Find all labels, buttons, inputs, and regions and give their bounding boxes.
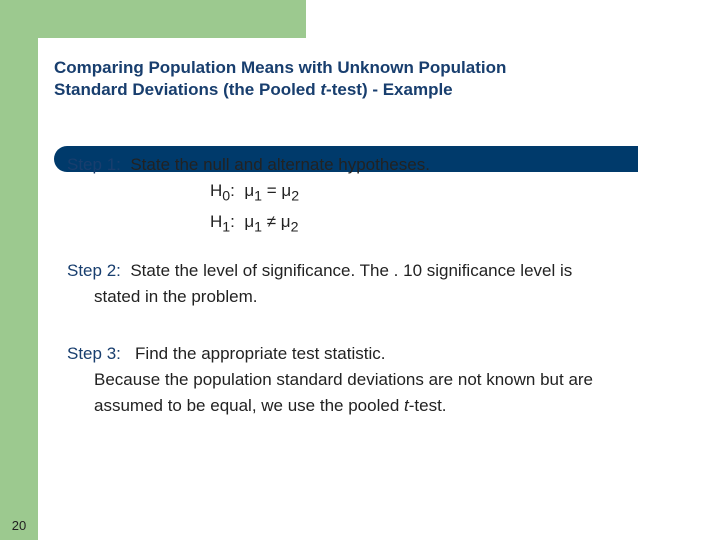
step-3-line-3 [67,393,707,419]
h1-mu1: μ [244,212,255,232]
alternate-hypothesis [67,209,707,240]
slide-number: 20 [11,518,27,533]
null-hypothesis [67,178,707,209]
h0-subscript: 0 [222,188,231,205]
step-2-text: State the level of significance. The . 10 significance level is [130,261,573,280]
h0-operator: = [262,181,282,200]
h0-symbol: H [210,181,223,200]
step-3-text: Find the appropriate test statistic. [135,344,386,363]
h1-operator: ≠ [262,212,281,232]
title-t-italic: t [320,80,327,99]
left-accent-band [0,0,38,540]
step-2-continuation: stated in the problem. [94,287,258,306]
top-accent-band [0,0,306,38]
step-3-line-2: Because the population standard deviations are not known but are [94,370,594,389]
step-1-line [67,152,707,178]
step-2-label: Step 2: [67,261,121,280]
h0-mu2: μ [281,181,292,200]
h1-mu2-sub: 2 [290,219,299,236]
step-3-label: Step 3: [67,344,121,363]
step-3-block [67,341,707,419]
h1-subscript: 1 [222,219,231,236]
title-text: Standard Deviations (the Pooled [54,80,321,99]
step-3-text-b: -test. [408,396,447,415]
title-line-2 [54,79,654,101]
step-2-line [67,258,707,284]
title-line-1: Comparing Population Means with Unknown Population [54,58,507,77]
h0-mu1: μ [244,181,255,200]
h1-colon: : [230,212,235,232]
h0-mu2-sub: 2 [291,188,300,205]
step-1-block [67,152,707,241]
step-3-t-italic: t [404,396,409,415]
h0-colon: : [230,181,235,200]
h0-mu1-sub: 1 [254,188,263,205]
slide-title [54,57,654,101]
step-2-block [67,258,707,310]
step-1-label: Step 1: [67,155,121,174]
h1-mu1-sub: 1 [254,219,263,236]
step-3-text-a: assumed to be equal, we use the pooled [94,396,404,415]
step-1-text: State the null and alternate hypotheses. [130,155,430,174]
h1-mu2: μ [280,212,291,232]
title-text-end: -test) - Example [326,80,453,99]
h1-symbol: H [210,212,223,232]
step-3-line [67,341,707,367]
